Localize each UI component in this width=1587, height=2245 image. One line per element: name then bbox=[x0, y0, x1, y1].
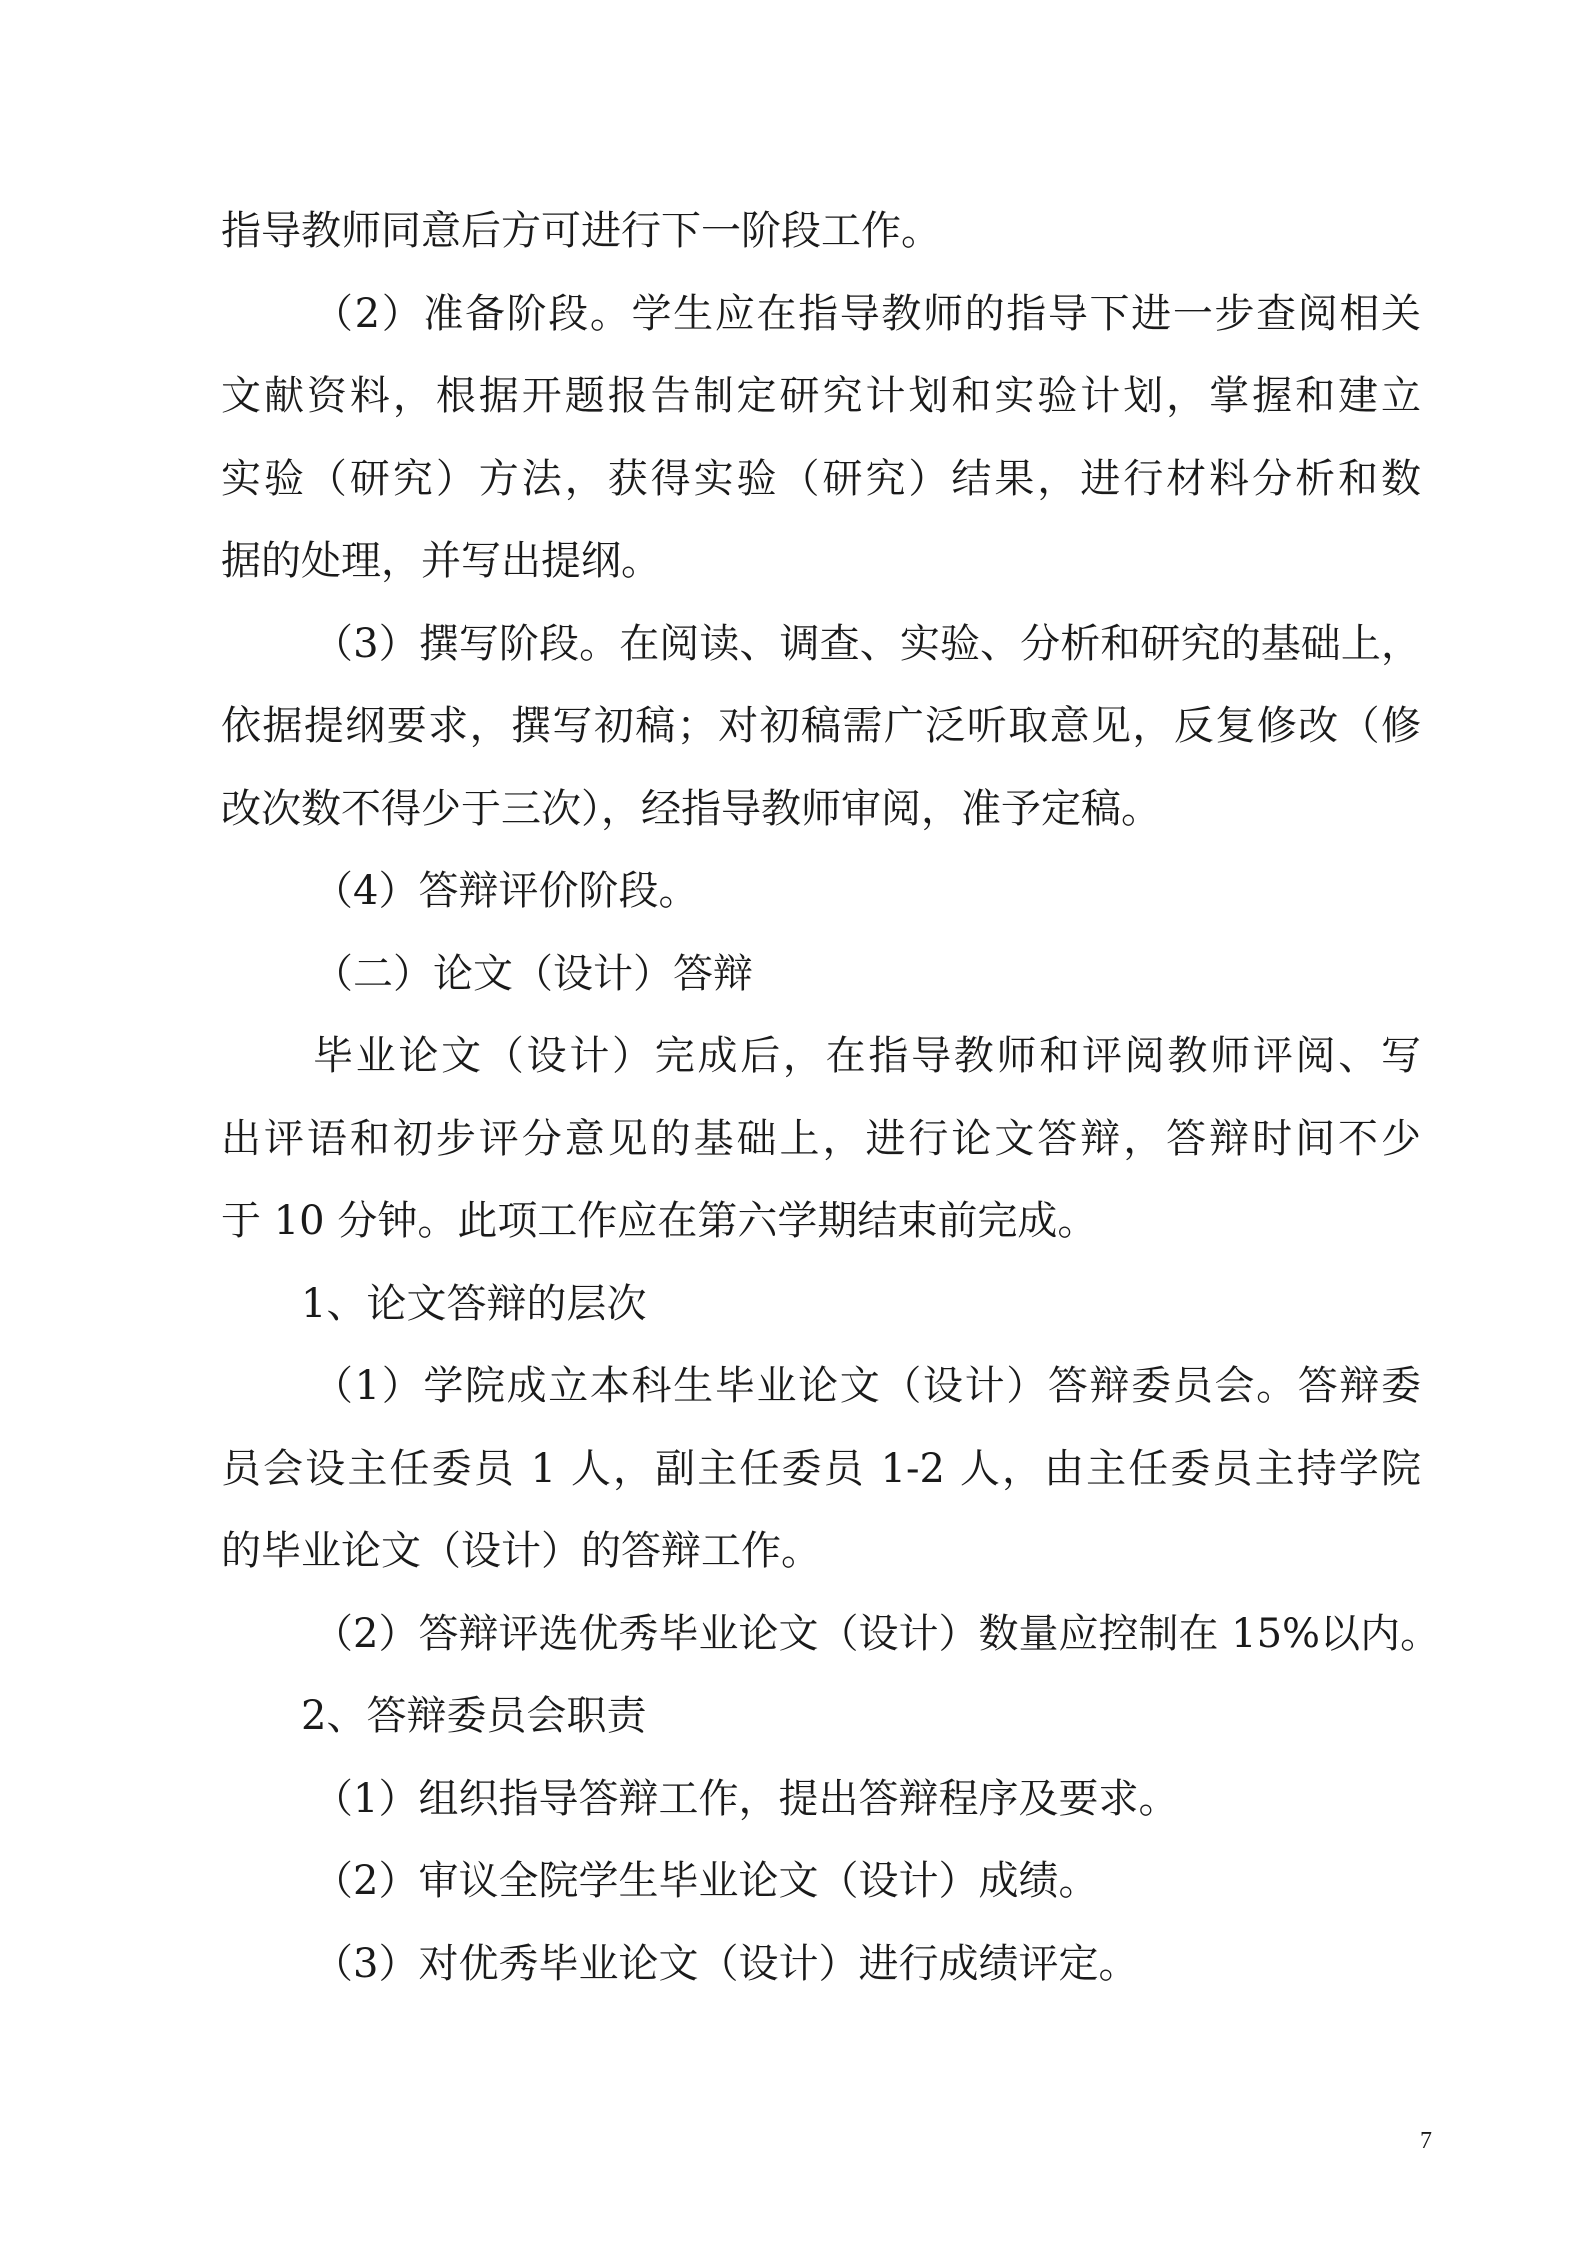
paragraph-line: 据的处理，并写出提纲。 bbox=[221, 538, 661, 584]
subsection-heading: 1、论文答辩的层次 bbox=[301, 1280, 647, 1327]
paragraph-line: 改次数不得少于三次），经指导教师审阅，准予定稿。 bbox=[221, 785, 1161, 832]
paragraph-line: （2）审议全院学生毕业论文（设计）成绩。 bbox=[313, 1858, 1099, 1904]
paragraph-line: 于 10 分钟。此项工作应在第六学期结束前完成。 bbox=[221, 1198, 1098, 1244]
subsection-heading: 2、答辩委员会职责 bbox=[301, 1693, 647, 1739]
page-number: 7 bbox=[1420, 2128, 1432, 2154]
paragraph-line: （1）组织指导答辩工作，提出答辩程序及要求。 bbox=[313, 1775, 1179, 1822]
paragraph-line: 出评语和初步评分意见的基础上，进行论文答辩，答辩时间不少 bbox=[221, 1115, 1421, 1162]
paragraph-line: （1）学院成立本科生毕业论文（设计）答辩委员会。答辩委 bbox=[313, 1363, 1421, 1409]
paragraph-line: 毕业论文（设计）完成后，在指导教师和评阅教师评阅、写 bbox=[313, 1033, 1421, 1079]
paragraph-line: 文献资料，根据开题报告制定研究计划和实验计划，掌握和建立 bbox=[221, 373, 1421, 419]
paragraph-line: 指导教师同意后方可进行下一阶段工作。 bbox=[221, 208, 941, 254]
paragraph-line: 依据提纲要求，撰写初稿；对初稿需广泛听取意见，反复修改（修 bbox=[221, 703, 1421, 749]
paragraph-line: （4）答辩评价阶段。 bbox=[313, 868, 699, 914]
paragraph-line: 员会设主任委员 1 人，副主任委员 1-2 人，由主任委员主持学院 bbox=[221, 1445, 1421, 1492]
body-text bbox=[221, 190, 1441, 2005]
paragraph-line: （3）对优秀毕业论文（设计）进行成绩评定。 bbox=[313, 1940, 1139, 1987]
paragraph-line: （3）撰写阶段。在阅读、调查、实验、分析和研究的基础上， bbox=[313, 620, 1421, 667]
section-heading: （二）论文（设计）答辩 bbox=[313, 950, 753, 997]
paragraph-line: 的毕业论文（设计）的答辩工作。 bbox=[221, 1528, 821, 1574]
paragraph-line: 实验（研究）方法，获得实验（研究）结果，进行材料分析和数 bbox=[221, 455, 1421, 502]
paragraph-line: （2）答辩评选优秀毕业论文（设计）数量应控制在 15%以内。 bbox=[313, 1610, 1441, 1657]
paragraph-line: （2）准备阶段。学生应在指导教师的指导下进一步查阅相关 bbox=[313, 290, 1421, 337]
